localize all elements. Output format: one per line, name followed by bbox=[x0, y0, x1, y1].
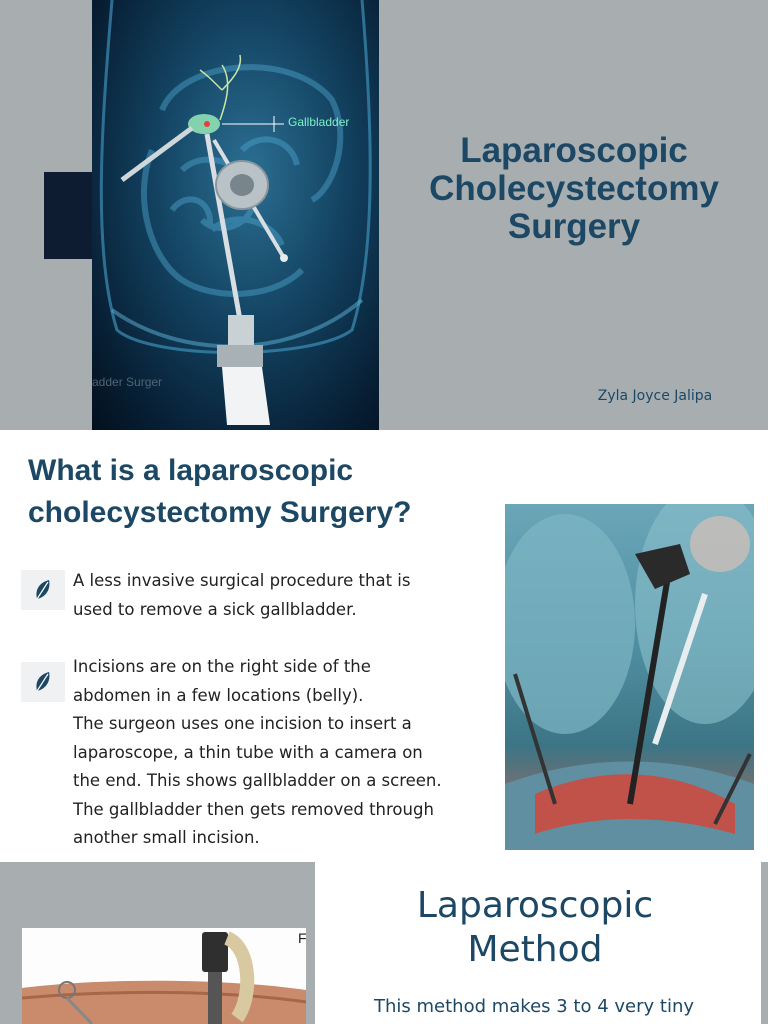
abdomen-xray-image bbox=[92, 0, 379, 430]
abdomen-illustration bbox=[92, 0, 379, 430]
gallbladder-label: Gallbladder bbox=[288, 115, 350, 129]
leaf-icon bbox=[21, 662, 65, 702]
bullet-text-1: A less invasive surgical procedure that is used to remove a sick gallbladder. bbox=[73, 571, 411, 619]
laparoscope-diagram bbox=[22, 928, 306, 1024]
author-name: Zyla Joyce Jalipa bbox=[597, 388, 713, 404]
method-text: This method makes 3 to 4 very tiny bbox=[374, 996, 695, 1017]
partial-label: F bbox=[298, 930, 307, 946]
method-slide bbox=[0, 862, 768, 1024]
method-title: Laparoscopic Method bbox=[416, 885, 654, 970]
bullet-text-2: Incisions are on the right side of the abdomen in a few locations (belly). The surgeon uses one incision to insert a laparoscope, a thin tube with a camera on the end. This shows gallbladder on a screen. The gallbladder then gets removed through another small incision. bbox=[73, 657, 442, 847]
slide-title: Laparoscopic Cholecystectomy Surgery bbox=[429, 131, 719, 246]
section-heading: What is a laparoscopic cholecystectomy Surgery? bbox=[28, 454, 412, 529]
leaf-icon bbox=[21, 570, 65, 610]
definition-slide bbox=[0, 430, 768, 862]
title-slide bbox=[0, 0, 768, 430]
image-watermark: adder Surger bbox=[92, 375, 163, 389]
surgery-photo bbox=[505, 504, 754, 850]
